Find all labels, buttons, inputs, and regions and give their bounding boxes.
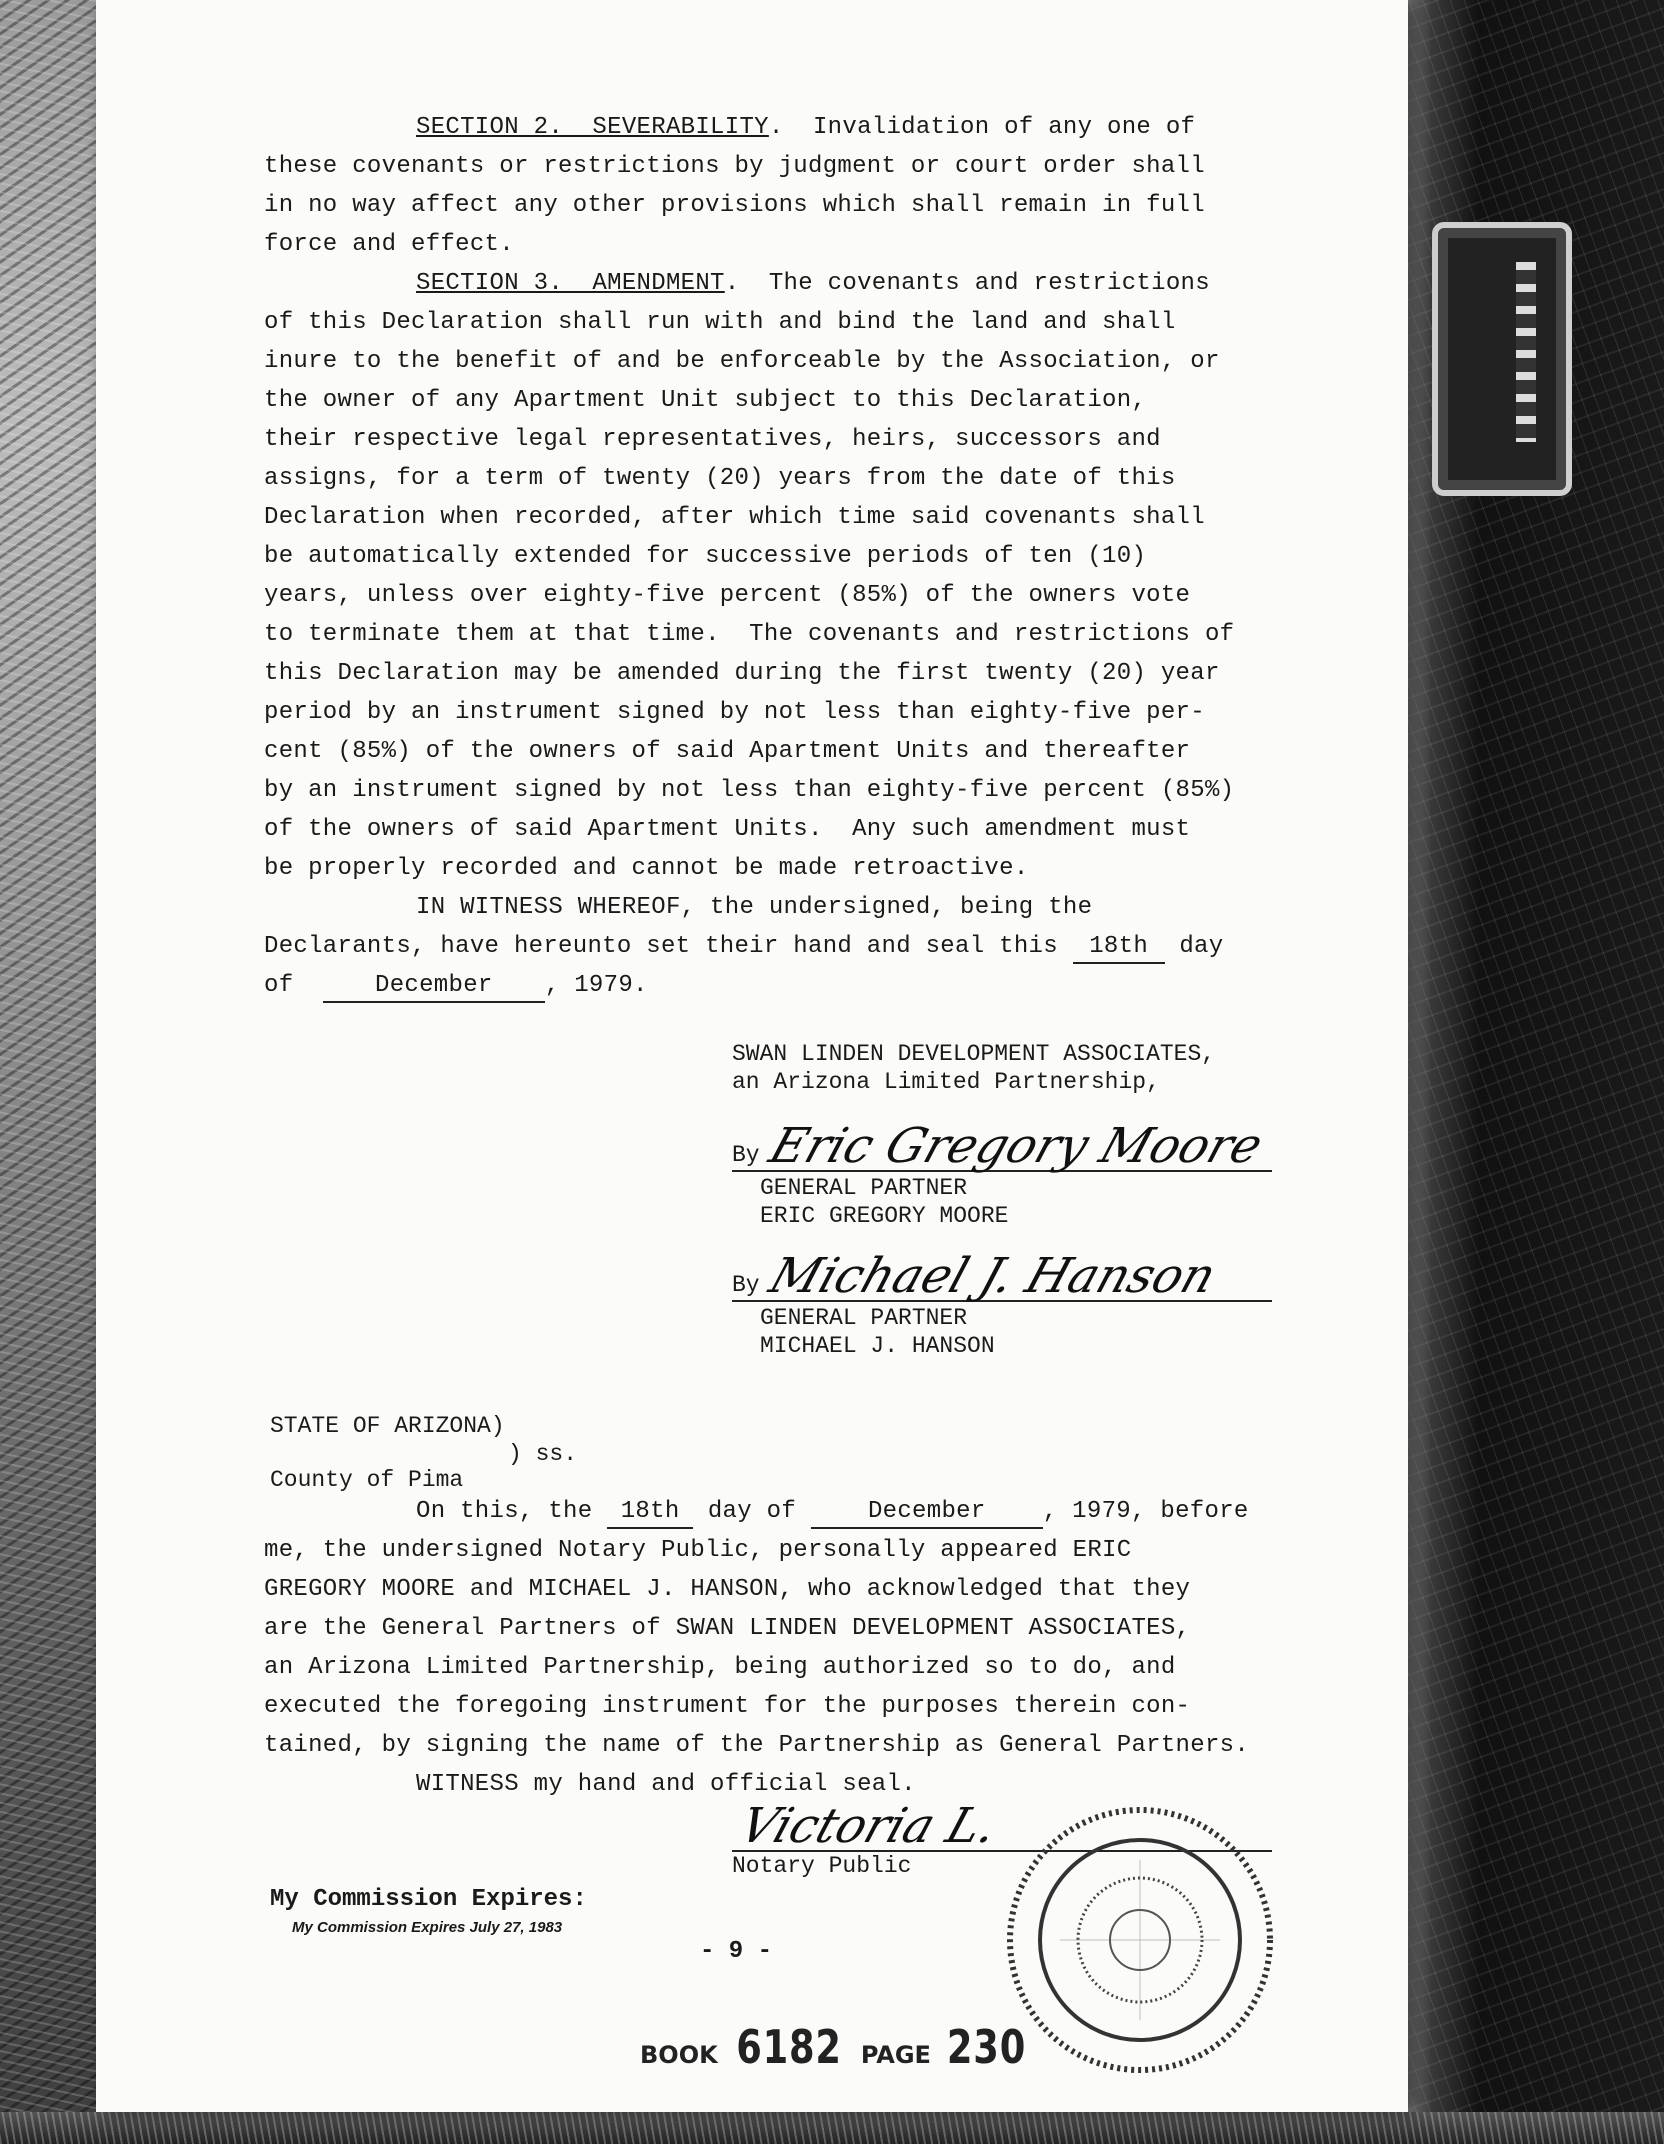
ack-month-field: December <box>811 1497 1043 1529</box>
section3-line: The covenants and restrictions <box>768 270 1210 297</box>
section3-line: of this Declaration shall run with and bind the land and shall <box>264 309 1176 336</box>
signer-title: GENERAL PARTNER <box>760 1305 968 1331</box>
section2-line: Invalidation of any one of <box>812 114 1196 141</box>
binder-clip-image <box>1432 222 1572 496</box>
section3-line: by an instrument signed by not less than eighty-five percent (85%) <box>264 777 1235 804</box>
ack-text: , 1979, before <box>1042 1498 1249 1525</box>
book-number: 6182 <box>736 2020 843 2074</box>
notary-signature: Victoria L. <box>732 1798 1005 1854</box>
section3-line: inure to the benefit of and be enforceable by the Association, or <box>264 348 1220 375</box>
ack-line: an Arizona Limited Partnership, being authorized so to do, and <box>264 1654 1176 1681</box>
ack-text: On this, the <box>416 1498 593 1525</box>
notary-title: Notary Public <box>732 1853 912 1879</box>
venue-ss: ) ss. <box>508 1441 578 1467</box>
section3-line: their respective legal representatives, heirs, successors and <box>264 426 1161 453</box>
section2-line: force and effect. <box>264 231 514 258</box>
section3-line: to terminate them at that time. The covenants and restrictions of <box>264 621 1235 648</box>
ack-day-field: 18th <box>607 1497 693 1529</box>
section3-heading: SECTION 3. AMENDMENT <box>416 270 725 297</box>
ack-line: me, the undersigned Notary Public, personally appeared ERIC <box>264 1537 1132 1564</box>
section3-line: be properly recorded and cannot be made retroactive. <box>264 855 1029 882</box>
section3-line: cent (85%) of the owners of said Apartment Units and thereafter <box>264 738 1191 765</box>
commission-label: My Commission Expires: <box>270 1886 587 1913</box>
witness-text: , 1979. <box>544 972 648 999</box>
signer-moore-caption <box>760 1174 1008 1230</box>
ack-text: day of <box>707 1498 797 1525</box>
declarant-type: an Arizona Limited Partnership, <box>732 1069 1160 1095</box>
ack-line: tained, by signing the name of the Partnership as General Partners. <box>264 1732 1250 1759</box>
page-ref-number: 230 <box>946 2020 1026 2074</box>
section2-heading: SECTION 2. SEVERABILITY <box>416 114 769 141</box>
witness-text: day <box>1179 933 1224 960</box>
section3-line: years, unless over eighty-five percent (85%) of the owners vote <box>264 582 1191 609</box>
section2-line: these covenants or restrictions by judgment or court order shall <box>264 153 1205 180</box>
by-label: By <box>732 1272 760 1298</box>
section3-line: period by an instrument signed by not less than eighty-five per- <box>264 699 1205 726</box>
section3-line: be automatically extended for successive periods of ten (10) <box>264 543 1147 570</box>
declarant-block <box>732 1040 1215 1096</box>
venue-state: STATE OF ARIZONA) <box>270 1413 505 1439</box>
witness-text: of <box>264 972 294 999</box>
acknowledgment-body <box>264 1492 1314 1804</box>
ack-first-line <box>264 1492 1314 1531</box>
section2-first-line: SECTION 2. SEVERABILITY. Invalidation of any one of <box>416 114 1196 141</box>
venue-county: County of Pima <box>270 1467 464 1493</box>
document-body <box>264 108 1314 1005</box>
witness-line-2 <box>264 927 1314 966</box>
witness-day-field: 18th <box>1073 932 1165 964</box>
ack-line: GREGORY MOORE and MICHAEL J. HANSON, who acknowledged that they <box>264 1576 1191 1603</box>
witness-text: Declarants, have hereunto set their hand and seal this <box>264 933 1058 960</box>
signature-hanson: Michael J. Hanson <box>762 1248 1223 1304</box>
signer-name: MICHAEL J. HANSON <box>760 1333 995 1359</box>
by-label: By <box>732 1142 760 1168</box>
page-label: PAGE <box>860 2041 931 2069</box>
section3-line: Declaration when recorded, after which time said covenants shall <box>264 504 1205 531</box>
witness-line-3 <box>264 966 1314 1005</box>
section3-line: of the owners of said Apartment Units. Any such amendment must <box>264 816 1191 843</box>
section3-line: assigns, for a term of twenty (20) years from the date of this <box>264 465 1176 492</box>
signature-line-hanson <box>732 1240 1272 1302</box>
witness-month-field: December <box>323 971 545 1003</box>
declarant-name: SWAN LINDEN DEVELOPMENT ASSOCIATES, <box>732 1041 1216 1067</box>
signer-name: ERIC GREGORY MOORE <box>760 1203 1009 1229</box>
ack-witness-line: WITNESS my hand and official seal. <box>416 1771 916 1798</box>
section3-first-line: SECTION 3. AMENDMENT. The covenants and restrictions <box>416 270 1210 297</box>
witness-line-1: IN WITNESS WHEREOF, the undersigned, being the <box>416 894 1093 921</box>
page-number: - 9 - <box>700 1938 773 1965</box>
section3-line: this Declaration may be amended during the first twenty (20) year <box>264 660 1220 687</box>
commission-stamp: My Commission Expires July 27, 1983 <box>292 1919 563 1936</box>
ack-line: executed the foregoing instrument for the purposes therein con- <box>264 1693 1191 1720</box>
recording-reference <box>640 2020 1036 2074</box>
signature-line-moore <box>732 1110 1272 1172</box>
scan-border-bottom <box>0 2112 1664 2144</box>
signer-title: GENERAL PARTNER <box>760 1175 968 1201</box>
section3-line: the owner of any Apartment Unit subject to this Declaration, <box>264 387 1147 414</box>
signer-hanson-caption <box>760 1304 995 1360</box>
book-label: BOOK <box>640 2041 718 2069</box>
signature-moore: Eric Gregory Moore <box>762 1118 1270 1174</box>
section2-line: in no way affect any other provisions which shall remain in full <box>264 192 1205 219</box>
ack-line: are the General Partners of SWAN LINDEN DEVELOPMENT ASSOCIATES, <box>264 1615 1191 1642</box>
scan-border-left <box>0 0 96 2144</box>
